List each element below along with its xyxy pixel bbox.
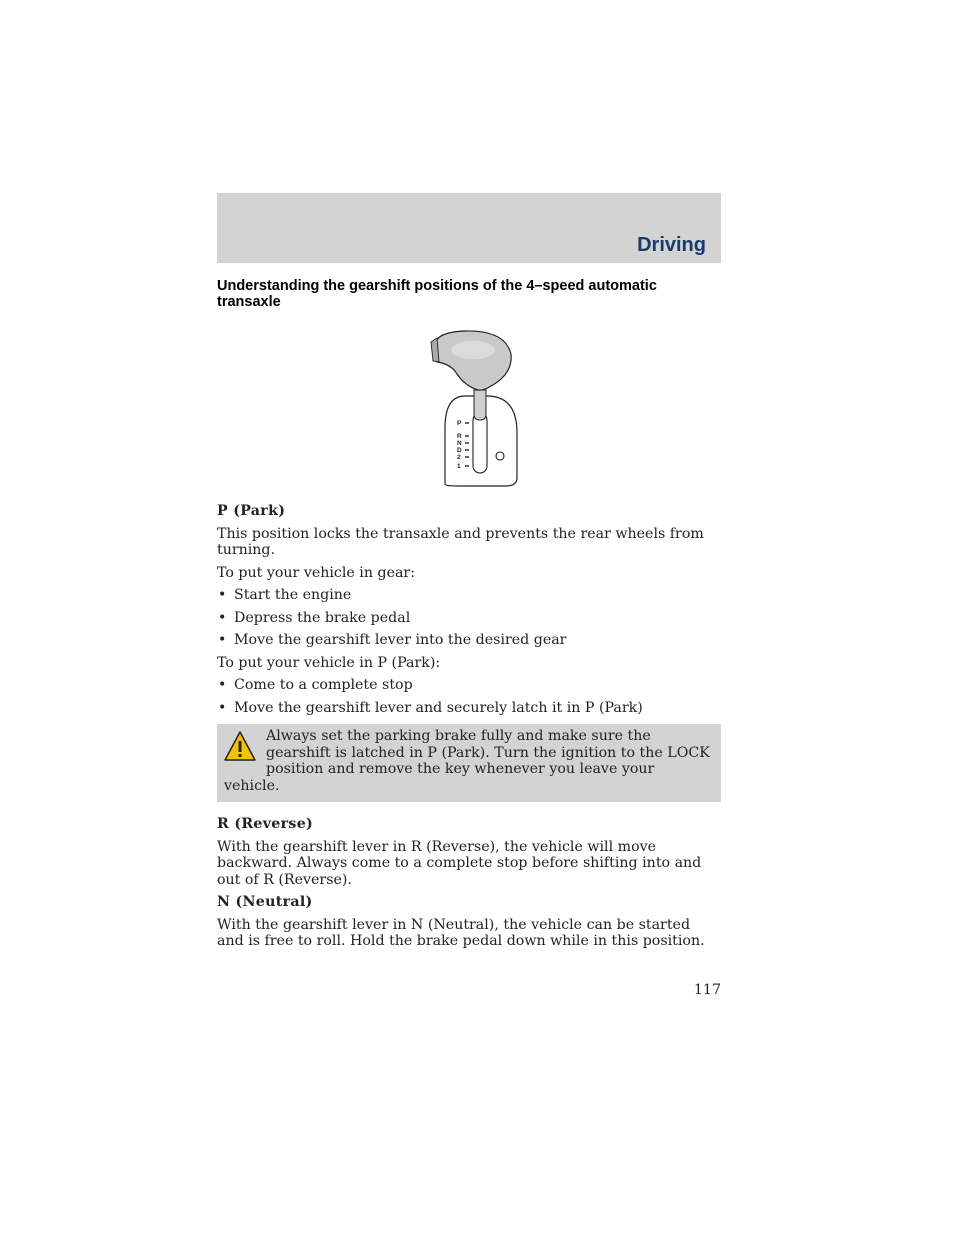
warning-text: Always set the parking brake fully and make sure the gearshift is latched in P (Park). Turn the ignition to the LOCK position and remove the key whenever you leave your vehicle. — [224, 728, 710, 794]
section-header-band — [217, 193, 721, 263]
list-item-text: Move the gearshift lever and securely latch it in P (Park) — [234, 699, 643, 716]
in-gear-intro: To put your vehicle in gear: — [217, 564, 415, 581]
knob-highlight — [451, 341, 495, 359]
reverse-description: With the gearshift lever in R (Reverse), the vehicle will move backward. Always come to a complete stop before shifting into and out of R (Reverse). — [217, 838, 702, 888]
reverse-heading: R (Reverse) — [217, 816, 314, 832]
page-subheading: Understanding the gearshift positions of the 4–speed automatic transaxle — [217, 278, 657, 310]
list-item: • Move the gearshift lever and securely latch it in P (Park) — [218, 699, 643, 716]
list-item-text: Come to a complete stop — [234, 677, 413, 693]
list-item: • Come to a complete stop — [218, 677, 413, 693]
warning-icon — [224, 730, 256, 764]
list-item-text: Move the gearshift lever into the desired gear — [234, 632, 567, 648]
gear-label-p: P — [457, 420, 462, 427]
section-title: Driving — [637, 234, 706, 256]
main-content — [217, 503, 721, 950]
list-item: • Depress the brake pedal — [218, 609, 411, 626]
neutral-heading: N (Neutral) — [217, 894, 313, 910]
shifter-stem — [474, 390, 486, 420]
shift-lock-button — [496, 452, 504, 460]
gearshift-illustration — [425, 328, 525, 490]
warning-box — [217, 724, 721, 802]
gear-label-d: D — [457, 447, 462, 454]
neutral-description: With the gearshift lever in N (Neutral), the vehicle can be started and is free to roll. Hold the brake pedal down while in this position. — [217, 916, 705, 949]
list-item-text: Depress the brake pedal — [234, 609, 411, 626]
gear-label-2: 2 — [457, 454, 461, 461]
gear-label-n: N — [457, 440, 462, 447]
gear-label-r: R — [457, 433, 462, 440]
park-heading: P (Park) — [217, 503, 286, 519]
shifter-slot — [473, 413, 487, 473]
park-description: This position locks the transaxle and prevents the rear wheels from turning. — [217, 525, 704, 558]
gear-label-1: 1 — [457, 463, 461, 470]
shifter-knob — [433, 331, 511, 390]
list-item: • Start the engine — [218, 587, 352, 603]
page-number: 117 — [693, 982, 721, 998]
list-item-text: Start the engine — [234, 587, 352, 603]
park-intro: To put your vehicle in P (Park): — [217, 654, 441, 671]
list-item: • Move the gearshift lever into the desired gear — [218, 632, 567, 648]
